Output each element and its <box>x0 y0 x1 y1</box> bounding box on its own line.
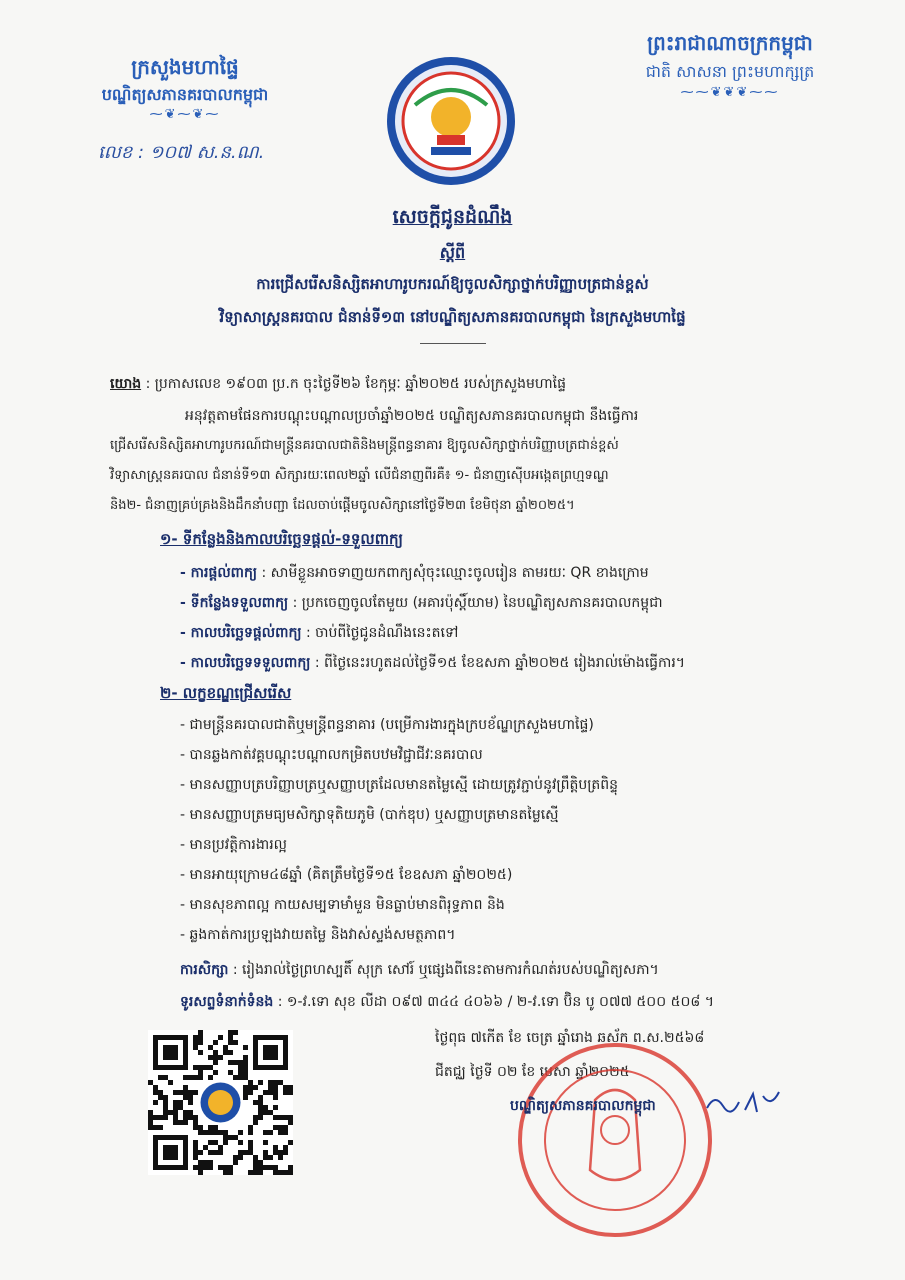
solar-date: ជីតជ្ឈ ថ្ងៃទី ០២ ខែ មេសា ឆ្នាំ២០២៥ <box>435 1064 630 1080</box>
intro-line2: ជ្រើសរើសនិស្សិតអាហារូបករណ៍ជាមន្ត្រីនគរបាលជាតិនិងមន្ត្រីពន្ធនាគារ ឱ្យចូលសិក្សាថ្នាក់បរិញ្ញាបត្រជាន់ខ្ពស់ <box>110 438 619 453</box>
section1-title: ១- ទីកន្លែងនិងកាលបរិច្ឆេទផ្តល់-ទទួលពាក្យ <box>160 530 403 548</box>
notice-subject-line1: ការជ្រើសរើសនិស្សិតអាហារូបករណ៍ឱ្យចូលសិក្សាថ្នាក់បរិញ្ញាបត្រជាន់ខ្ពស់ <box>256 275 649 293</box>
section1-list <box>180 558 840 678</box>
reference-number: លេខ : ១០៧ ស.ន.ណ. <box>98 142 265 163</box>
list-item: - ទីកន្លែងទទួលពាក្យ : ប្រកចេញចូលតែមួយ (អគារប៉ុស្តិ៍យាម) នៃបណ្ឌិត្យសភានគរបាលកម្ពុជា <box>180 595 663 611</box>
reference-text: : ប្រកាសលេខ ១៩០៣ ប្រ.ក ចុះថ្ងៃទី២៦ ខែកុម្ភៈ ឆ្នាំ២០២៥ របស់ក្រសួងមហាផ្ទៃ <box>145 376 566 392</box>
list-item: - បានឆ្លងកាត់វគ្គបណ្តុះបណ្តាលកម្រិតបឋមវិជ្ជាជីវៈនគរបាល <box>180 747 483 763</box>
list-item: - មានសញ្ញាបត្របរិញ្ញាបត្រឬសញ្ញាបត្រដែលមានតម្លៃស្មើ ដោយត្រូវភ្ជាប់នូវព្រឹត្តិបត្រពិន្ទុ <box>180 777 619 793</box>
ministry-header <box>70 52 300 122</box>
handwritten-signature <box>705 1088 785 1118</box>
notice-title: សេចក្តីជូនដំណឹង <box>392 206 513 228</box>
official-seal-stamp <box>515 1040 715 1240</box>
list-item: - មានអាយុក្រោម៤៨ឆ្នាំ (គិតត្រឹមថ្ងៃទី១៥ ខែឧសភា ឆ្នាំ២០២៥) <box>180 867 513 883</box>
study-text: : រៀងរាល់ថ្ងៃព្រហស្បតិ៍ សុក្រ សៅរ៍ ឬផ្សេងពីនេះតាមការកំណត់របស់បណ្ឌិត្យសភា។ <box>232 962 659 978</box>
list-item: - មានប្រវត្តិការងារល្អ <box>180 837 287 853</box>
kingdom-header <box>600 28 860 100</box>
list-item: - ជាមន្ត្រីនគរបាលជាតិឬមន្ត្រីពន្ធនាគារ (បម្រើការងារក្នុងក្របខ័ណ្ឌក្រសួងមហាផ្ទៃ) <box>180 717 594 733</box>
notice-subject-line2: វិទ្យាសាស្ត្រនគរបាល ជំនាន់ទី១៣ នៅបណ្ឌិត្យសភានគរបាលកម្ពុជា នៃក្រសួងមហាផ្ទៃ <box>219 308 686 326</box>
reference-label <box>110 370 566 398</box>
contact-text: : ១-វ.ទោ សុខ លីដា ០៩៧ ៣៤៤ ៤០៦៦ / ២-វ.ទោ ប៊ិន បូ ០៧៧ ៥០០ ៥០៨ ។ <box>277 994 714 1010</box>
list-item: - ឆ្លងកាត់ការប្រឡងវាយតម្លៃ និងវាស់ស្ទង់សមត្ថភាព។ <box>180 927 456 943</box>
section2-list <box>180 710 840 950</box>
list-item: - មានសុខភាពល្អ កាយសម្បទាមាំមួន មិនធ្លាប់មានពិរុទ្ធភាព និង <box>180 897 505 913</box>
signature-org: បណ្ឌិត្យសភានគរបាលកម្ពុជា <box>510 1098 656 1114</box>
contact-info <box>180 987 714 1017</box>
academy-name: បណ្ឌិត្យសភានគរបាលកម្ពុជា <box>101 85 269 104</box>
list-item: - មានសញ្ញាបត្រមធ្យមសិក្សាទុតិយភូមិ (បាក់ឌុប) ឬសញ្ញាបត្រមានតម្លៃស្មើ <box>180 807 559 823</box>
list-item: - កាលបរិច្ឆេទផ្តល់ពាក្យ : ចាប់ពីថ្ងៃជូនដំណឹងនេះតទៅ <box>180 625 459 641</box>
registration-qr-code[interactable] <box>148 1030 293 1175</box>
list-item: - កាលបរិច្ឆេទទទួលពាក្យ : ពីថ្ងៃនេះរហូតដល់ថ្ងៃទី១៥ ខែឧសភា ឆ្នាំ២០២៥ រៀងរាល់ម៉ោងធ្វើការ។ <box>180 655 686 671</box>
kingdom-name: ព្រះរាជាណាចក្រកម្ពុជា <box>647 31 813 55</box>
ministry-name: ក្រសួងមហាផ្ទៃ <box>131 55 239 79</box>
intro-line3: វិទ្យាសាស្ត្រនគរបាល ជំនាន់ទី១៣ សិក្សារយៈពេល២ឆ្នាំ លើជំនាញពីរគឺ៖ ១- ជំនាញស៊ើបអង្កេតព្រហ្មទណ្ឌ <box>110 468 609 483</box>
reference-label-text: យោង <box>110 376 142 392</box>
academy-logo-icon <box>385 55 517 187</box>
intro-line4: និង២- ជំនាញគ្រប់គ្រងនិងដឹកនាំបញ្ជា ដែលចាប់ផ្តើមចូលសិក្សានៅថ្ងៃទី២៣ ខែមិថុនា ឆ្នាំ២០២៥។ <box>110 498 575 513</box>
motto-ornament: ⁓⁓❦❦❦⁓⁓ <box>680 85 780 100</box>
study-label: ការសិក្សា <box>180 962 229 978</box>
section2-title: ២- លក្ខខណ្ឌជ្រើសរើស <box>160 684 292 702</box>
intro-line1: អនុវត្តតាមផែនការបណ្តុះបណ្តាលប្រចាំឆ្នាំ២០២៥ បណ្ឌិត្យសភានគរបាលកម្ពុជា នឹងធ្វើការ <box>185 408 639 424</box>
lunar-date: ថ្ងៃពុធ ៧កើត ខែ ចេត្រ ឆ្នាំរោង ឆស័ក ព.ស.២៥៦៨ <box>435 1030 705 1046</box>
contact-label: ទូរសព្ទទំនាក់ទំនង <box>180 994 274 1010</box>
study-schedule <box>180 955 659 985</box>
notice-about: ស្តីពី <box>439 243 466 262</box>
title-divider <box>420 343 486 344</box>
list-item: - ការផ្តល់ពាក្យ : សាមីខ្លួនអាចទាញយកពាក្យសុំចុះឈ្មោះចូលរៀន តាមរយៈ QR ខាងក្រោម <box>180 565 649 581</box>
national-motto: ជាតិ សាសនា ព្រះមហាក្សត្រ <box>645 62 815 81</box>
flourish-ornament: ⁓❦⁓❦⁓ <box>149 107 221 122</box>
